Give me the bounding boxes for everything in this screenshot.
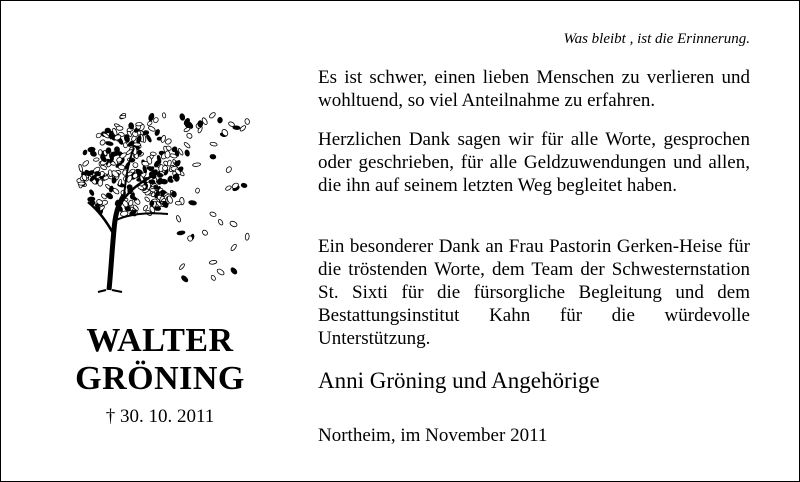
place-date: Northeim, im November 2011	[318, 425, 548, 446]
last-name: GRÖNING	[75, 360, 245, 397]
thanks-paragraph-2	[318, 128, 750, 197]
death-date: † 30. 10. 2011	[105, 406, 215, 427]
windblown-tree-icon	[68, 110, 258, 295]
thanks-paragraph-1	[318, 66, 750, 112]
paragraph-text: Ein besonderer Dank an Frau Pastorin Gerken-Heise für die tröstenden Worte, dem Team der Schwesternstation St. Sixti für die fürsorgliche Begleitung und dem Bestattungsinstitut Kahn für die würdevolle Unterstützung.	[318, 236, 750, 349]
signature: Anni Gröning und Angehörige	[318, 368, 600, 393]
first-name: WALTER	[86, 322, 234, 359]
thanks-paragraph-3	[318, 235, 750, 350]
motto: Was bleibt , ist die Erinnerung.	[563, 31, 750, 47]
paragraph-text: Herzlichen Dank sagen wir für alle Worte, gesprochen oder geschrieben, für alle Geldzuwendungen und allen, die ihn auf seinem letzten Weg begleitet haben.	[318, 129, 750, 196]
paragraph-text: Es ist schwer, einen lieben Menschen zu verlieren und wohltuend, so viel Anteilnahme zu erfahren.	[318, 67, 750, 111]
